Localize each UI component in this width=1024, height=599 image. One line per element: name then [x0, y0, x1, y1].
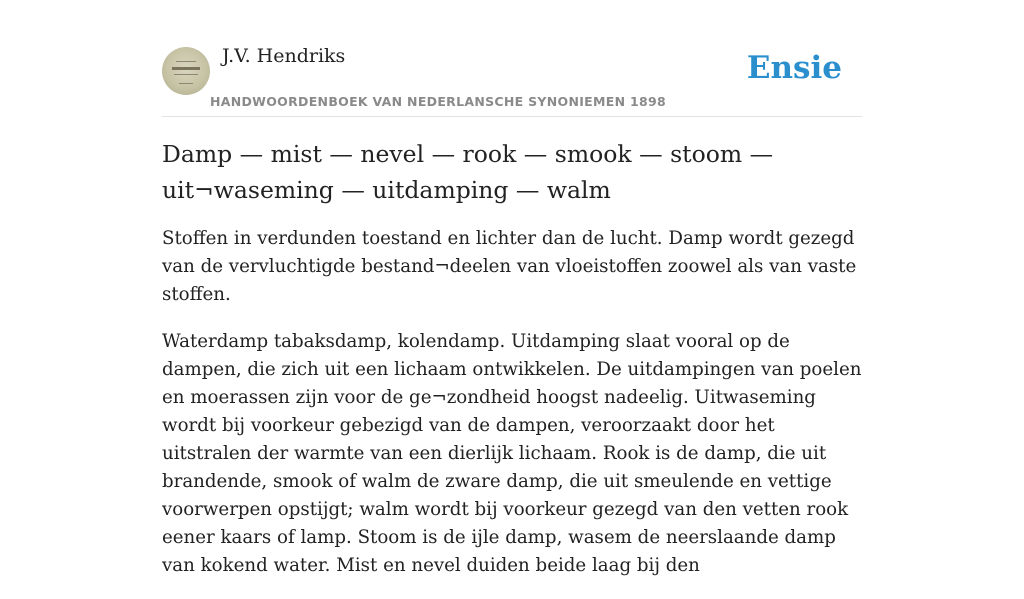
avatar-book-cover-line [172, 67, 200, 70]
article [162, 136, 864, 599]
avatar-book-cover-line [179, 83, 193, 84]
article-title: Damp — mist — nevel — rook — smook — stoom — uit¬waseming — uitdamping — walm [162, 140, 774, 204]
article-paragraph: Stoffen in verdunden toestand en lichter dan de lucht. Damp wordt gezegd van de vervluchtigde bestand¬deelen van vloeistoffen zoowel als van vaste stoffen. [162, 228, 857, 305]
source-title[interactable]: HANDWOORDENBOEK VAN NEDERLANSCHE SYNONIEMEN 1898 [210, 94, 667, 109]
author-avatar[interactable] [162, 47, 210, 95]
avatar-book-cover-line [174, 74, 198, 75]
avatar-book-cover-line [176, 61, 196, 62]
page-header [162, 0, 862, 117]
article-paragraph: Waterdamp tabaksdamp, kolendamp. Uitdamping slaat vooral op de dampen, die zich uit een lichaam ontwikkelen. De uitdampingen van poelen en moerassen zijn voor de ge¬zondheid hoogst nadeelig. Uitwaseming wordt bij voorkeur gebezigd van de dampen, veroorzaakt door het uitstralen der warmte van een dierlijk lichaam. Rook is de damp, die uit brandende, smook of walm de zware damp, die uit smeulende en vettige voorwerpen opstijgt; walm wordt bij voorkeur gezegd van den vetten rook eener kaars of lamp. Stoom is de ijle damp, wasem de neerslaande damp van kokend water. Mist en nevel duiden beide laag bij den [162, 331, 862, 576]
author-name[interactable]: J.V. Hendriks [222, 45, 346, 67]
brand-logo[interactable]: Ensie [746, 50, 842, 86]
